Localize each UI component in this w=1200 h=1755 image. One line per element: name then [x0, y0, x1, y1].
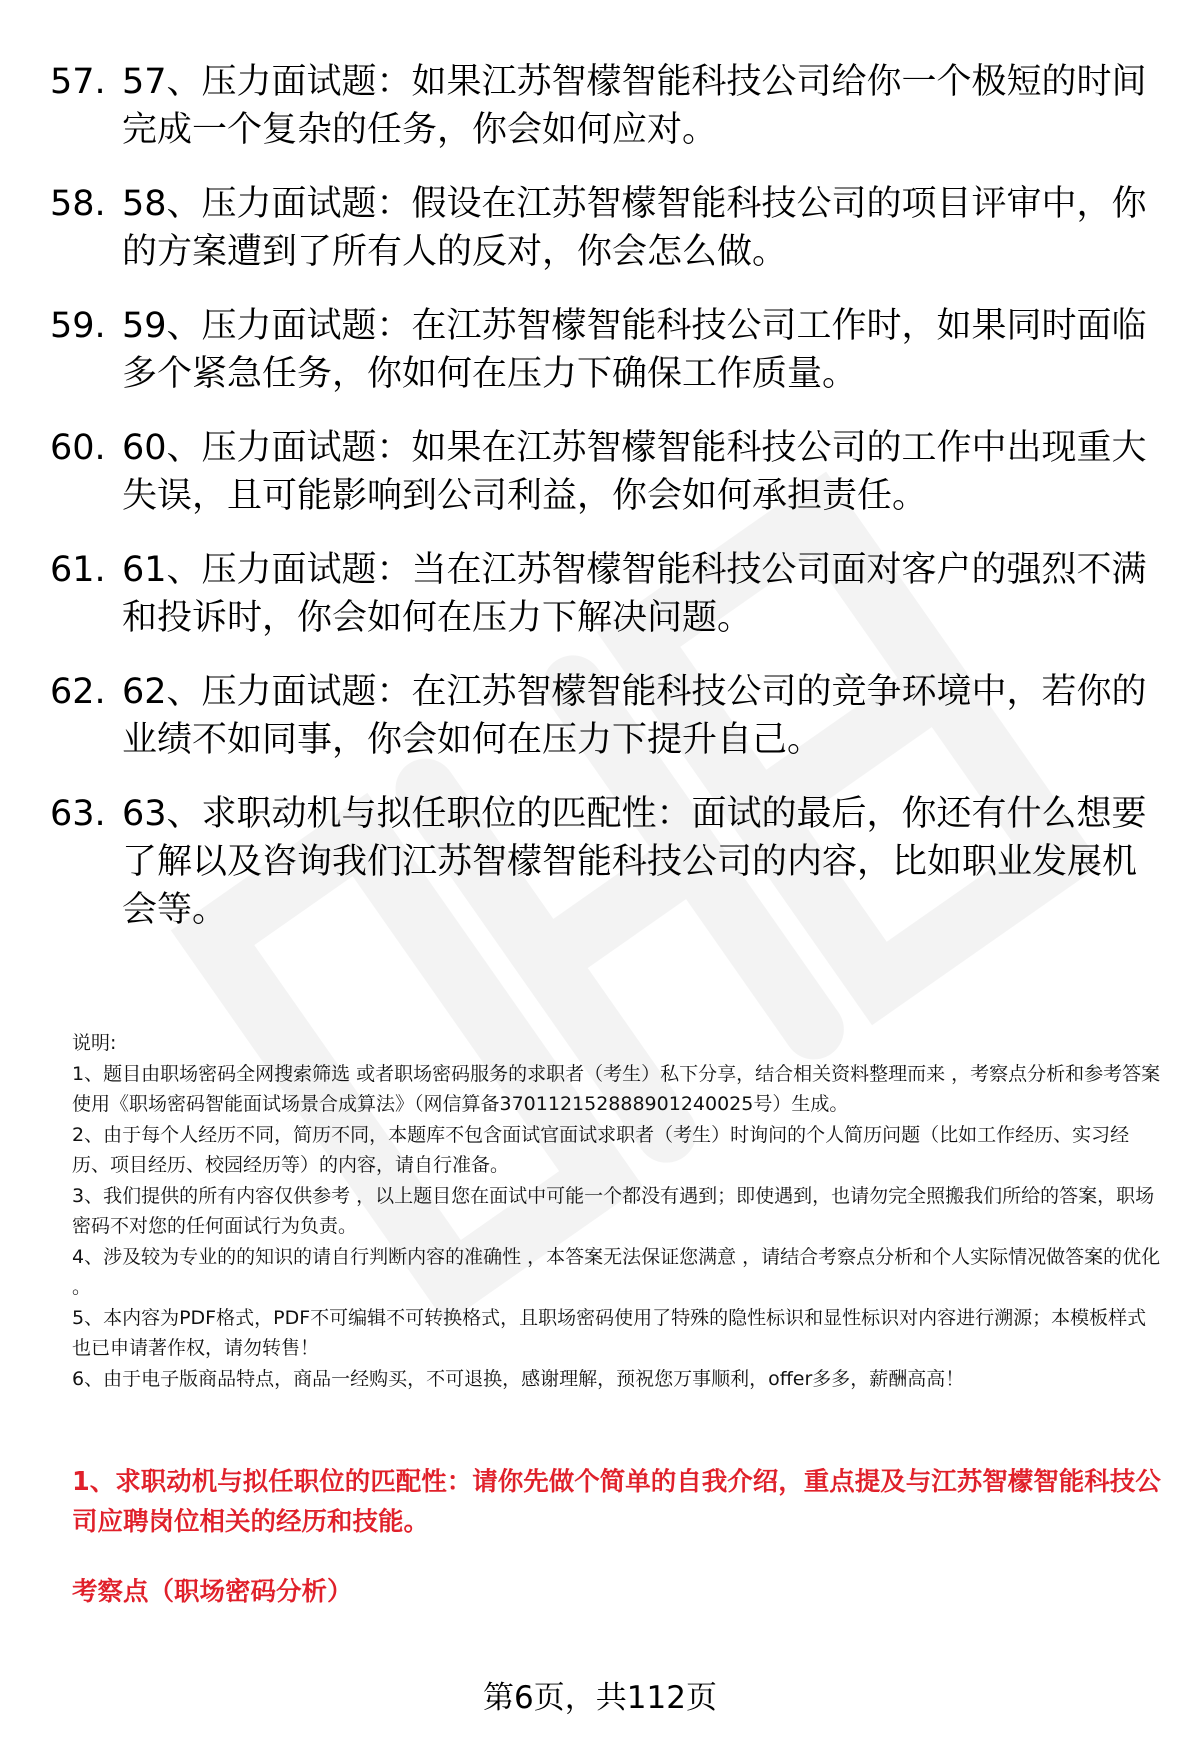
question-text: 57、压力面试题：如果江苏智檬智能科技公司给你一个极短的时间完成一个复杂的任务，你会如何应对。: [122, 62, 1147, 150]
note-item: 4、涉及较为专业的的知识的请自行判断内容的准确性 ，本答案无法保证您满意 ，请结合考察点分析和个人实际情况做答案的优化 。: [72, 1245, 1161, 1298]
question-text: 63、求职动机与拟任职位的匹配性：面试的最后，你还有什么想要了解以及咨询我们江苏智檬智能科技公司的内容，比如职业发展机会等。: [122, 794, 1147, 930]
question-number: 57.: [50, 62, 106, 102]
question-number: 60.: [50, 428, 106, 468]
question-text: 59、压力面试题：在江苏智檬智能科技公司工作时，如果同时面临多个紧急任务，你如何在压力下确保工作质量。: [122, 306, 1147, 394]
notes-section: [72, 1028, 1162, 1394]
list-item: [50, 58, 1160, 154]
question-text: 61、压力面试题：当在江苏智檬智能科技公司面对客户的强烈不满和投诉时，你会如何在压力下解决问题。: [122, 550, 1147, 638]
note-item: 3、我们提供的所有内容仅供参考 ，以上题目您在面试中可能一个都没有遇到；即使遇到，也请勿完全照搬我们所给的答案，职场密码不对您的任何面试行为负责。: [72, 1184, 1155, 1237]
question-list: [50, 58, 1160, 960]
question-number: 59.: [50, 306, 106, 346]
list-item: [50, 668, 1160, 764]
analysis-heading: 考察点（职场密码分析）: [72, 1577, 353, 1607]
question-number: 58.: [50, 184, 106, 224]
list-item: [50, 302, 1160, 398]
list-item: [50, 424, 1160, 520]
question-number: 62.: [50, 672, 106, 712]
note-item: 5、本内容为PDF格式，PDF不可编辑不可转换格式，且职场密码使用了特殊的隐性标识和显性标识对内容进行溯源；本模板样式也已申请著作权，请勿转售！: [72, 1306, 1147, 1359]
list-item: [50, 180, 1160, 276]
list-item: [50, 790, 1160, 934]
page-footer: 第6页，共112页: [483, 1680, 717, 1716]
question-number: 61.: [50, 550, 106, 590]
question-text: 62、压力面试题：在江苏智檬智能科技公司的竞争环境中，若你的业绩不如同事，你会如何在压力下提升自己。: [122, 672, 1147, 760]
list-item: [50, 546, 1160, 642]
notes-title: 说明:: [72, 1032, 117, 1054]
question-text: 60、压力面试题：如果在江苏智檬智能科技公司的工作中出现重大失误，且可能影响到公司利益，你会如何承担责任。: [122, 428, 1147, 516]
question-text: 58、压力面试题：假设在江苏智檬智能科技公司的项目评审中，你的方案遭到了所有人的反对，你会怎么做。: [122, 184, 1147, 272]
note-item: 2、由于每个人经历不同，简历不同，本题库不包含面试官面试求职者（考生）时询问的个人简历问题（比如工作经历、实习经历、项目经历、校园经历等）的内容，请自行准备。: [72, 1123, 1130, 1176]
note-item: 1、题目由职场密码全网搜索筛选 或者职场密码服务的求职者（考生）私下分享，结合相关资料整理而来 ，考察点分析和参考答案使用《职场密码智能面试场景合成算法》（网信算备370112152888901240025号）生成。: [72, 1062, 1161, 1115]
highlighted-question: 1、求职动机与拟任职位的匹配性：请你先做个简单的自我介绍，重点提及与江苏智檬智能科技公司应聘岗位相关的经历和技能。: [72, 1467, 1161, 1537]
question-number: 63.: [50, 794, 106, 834]
note-item: 6、由于电子版商品特点，商品一经购买，不可退换，感谢理解，预祝您万事顺利，offer多多，薪酬高高！: [72, 1367, 965, 1390]
